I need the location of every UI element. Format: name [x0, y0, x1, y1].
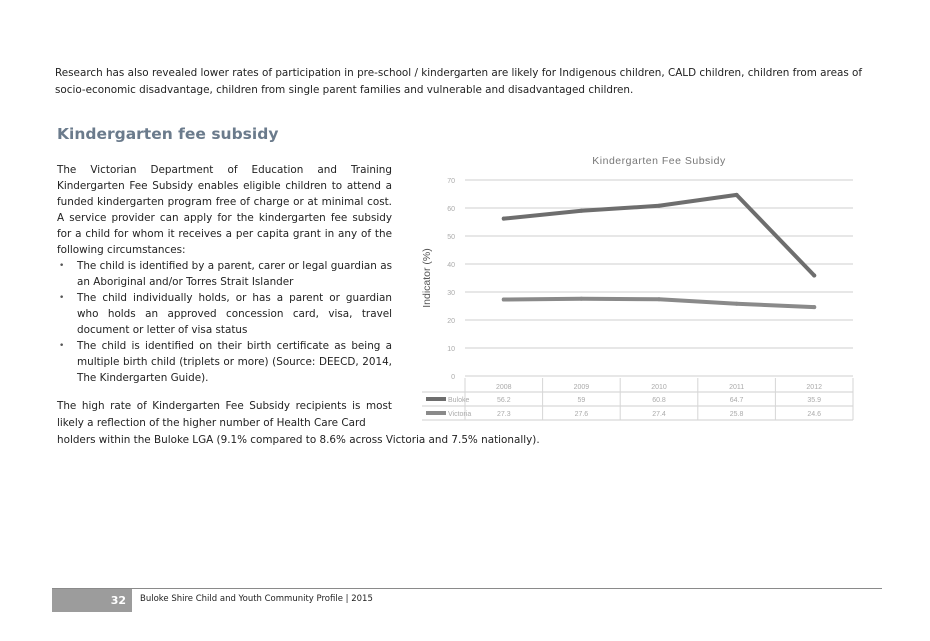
- section-heading: Kindergarten fee subsidy: [57, 125, 279, 143]
- footer-divider: [52, 588, 882, 589]
- data-table-value: 25.8: [729, 411, 744, 418]
- y-axis-label: Indicator (%): [421, 248, 433, 308]
- data-point: [735, 302, 739, 306]
- health-care-paragraph-tail: holders within the Buloke LGA (9.1% compared to 8.6% across Victoria and 7.5% nationally).: [57, 434, 540, 446]
- list-item: [57, 338, 392, 386]
- list-item: [57, 258, 392, 290]
- fee-subsidy-paragraph: The Victorian Department of Education and Training Kindergarten Fee Subsidy enables eligible children to attend a funded kindergarten program free of charge or at minimal cost. A service provider can apply for the kindergarten fee subsidy for a child for whom it receives a per capita grant in any of the following circumstances:: [57, 164, 392, 256]
- data-point: [657, 204, 661, 208]
- data-table-value: 24.6: [807, 411, 822, 418]
- x-tick-label: 2008: [496, 384, 512, 391]
- bullet-icon: •: [59, 293, 65, 303]
- y-tick-label: 20: [447, 318, 455, 325]
- y-tick-label: 10: [447, 346, 455, 353]
- data-point: [812, 305, 816, 309]
- data-table-value: 27.4: [652, 411, 666, 418]
- x-tick-label: 2010: [651, 384, 667, 391]
- y-tick-label: 50: [447, 234, 455, 241]
- y-tick-label: 30: [447, 290, 455, 297]
- data-table-value: 64.7: [729, 397, 744, 404]
- data-table-value: 56.2: [496, 397, 511, 404]
- fee-subsidy-chart: [408, 148, 858, 433]
- data-point: [502, 217, 506, 221]
- intro-paragraph: Research has also revealed lower rates of participation in pre-school / kindergarten are likely for Indigenous children, CALD children, children from areas of socio-economic disadvantage, children from single parent families and vulnerable and disadvantaged children.: [55, 67, 863, 97]
- circumstances-list: [57, 258, 392, 386]
- list-item: [57, 290, 392, 338]
- y-tick-label: 60: [447, 206, 455, 213]
- x-tick-label: 2009: [573, 384, 590, 391]
- footer-title: Buloke Shire Child and Youth Community Profile | 2015: [140, 594, 373, 604]
- page-number: 32: [52, 589, 132, 612]
- data-point: [812, 273, 816, 277]
- chart-title: Kindergarten Fee Subsidy: [592, 155, 726, 167]
- data-point: [735, 193, 739, 197]
- data-table-value: 27.3: [496, 411, 511, 418]
- x-tick-label: 2011: [729, 384, 745, 391]
- legend-label: Buloke: [448, 397, 470, 404]
- data-table-value: 27.6: [574, 411, 589, 418]
- data-point: [657, 297, 661, 301]
- left-column: [57, 162, 392, 386]
- list-item-text: The child is identified by a parent, carer or legal guardian as an Aboriginal and/or Torres Strait Islander: [77, 260, 392, 288]
- data-point: [502, 298, 506, 302]
- bullet-icon: •: [59, 341, 65, 351]
- x-tick-label: 2012: [806, 384, 822, 391]
- y-tick-label: 40: [447, 262, 455, 269]
- data-table-value: 59: [577, 397, 586, 404]
- data-table-value: 35.9: [807, 397, 822, 404]
- y-tick-label: 70: [447, 178, 455, 185]
- data-point: [579, 209, 583, 213]
- legend-label: Victoria: [448, 411, 472, 418]
- list-item-text: The child is identified on their birth certificate as being a multiple birth child (triplets or more) (Source: DEECD, 2014, The Kindergarten Guide).: [77, 340, 392, 384]
- y-tick-label: 0: [451, 374, 455, 381]
- bullet-icon: •: [59, 261, 65, 271]
- health-care-paragraph: The high rate of Kindergarten Fee Subsidy recipients is most likely a reflection of the higher number of Health Care Card: [57, 400, 392, 429]
- list-item-text: The child individually holds, or has a parent or guardian who holds an approved concession card, visa, travel document or letter of visa status: [77, 292, 392, 336]
- data-table-value: 60.8: [652, 397, 666, 404]
- data-point: [579, 297, 583, 301]
